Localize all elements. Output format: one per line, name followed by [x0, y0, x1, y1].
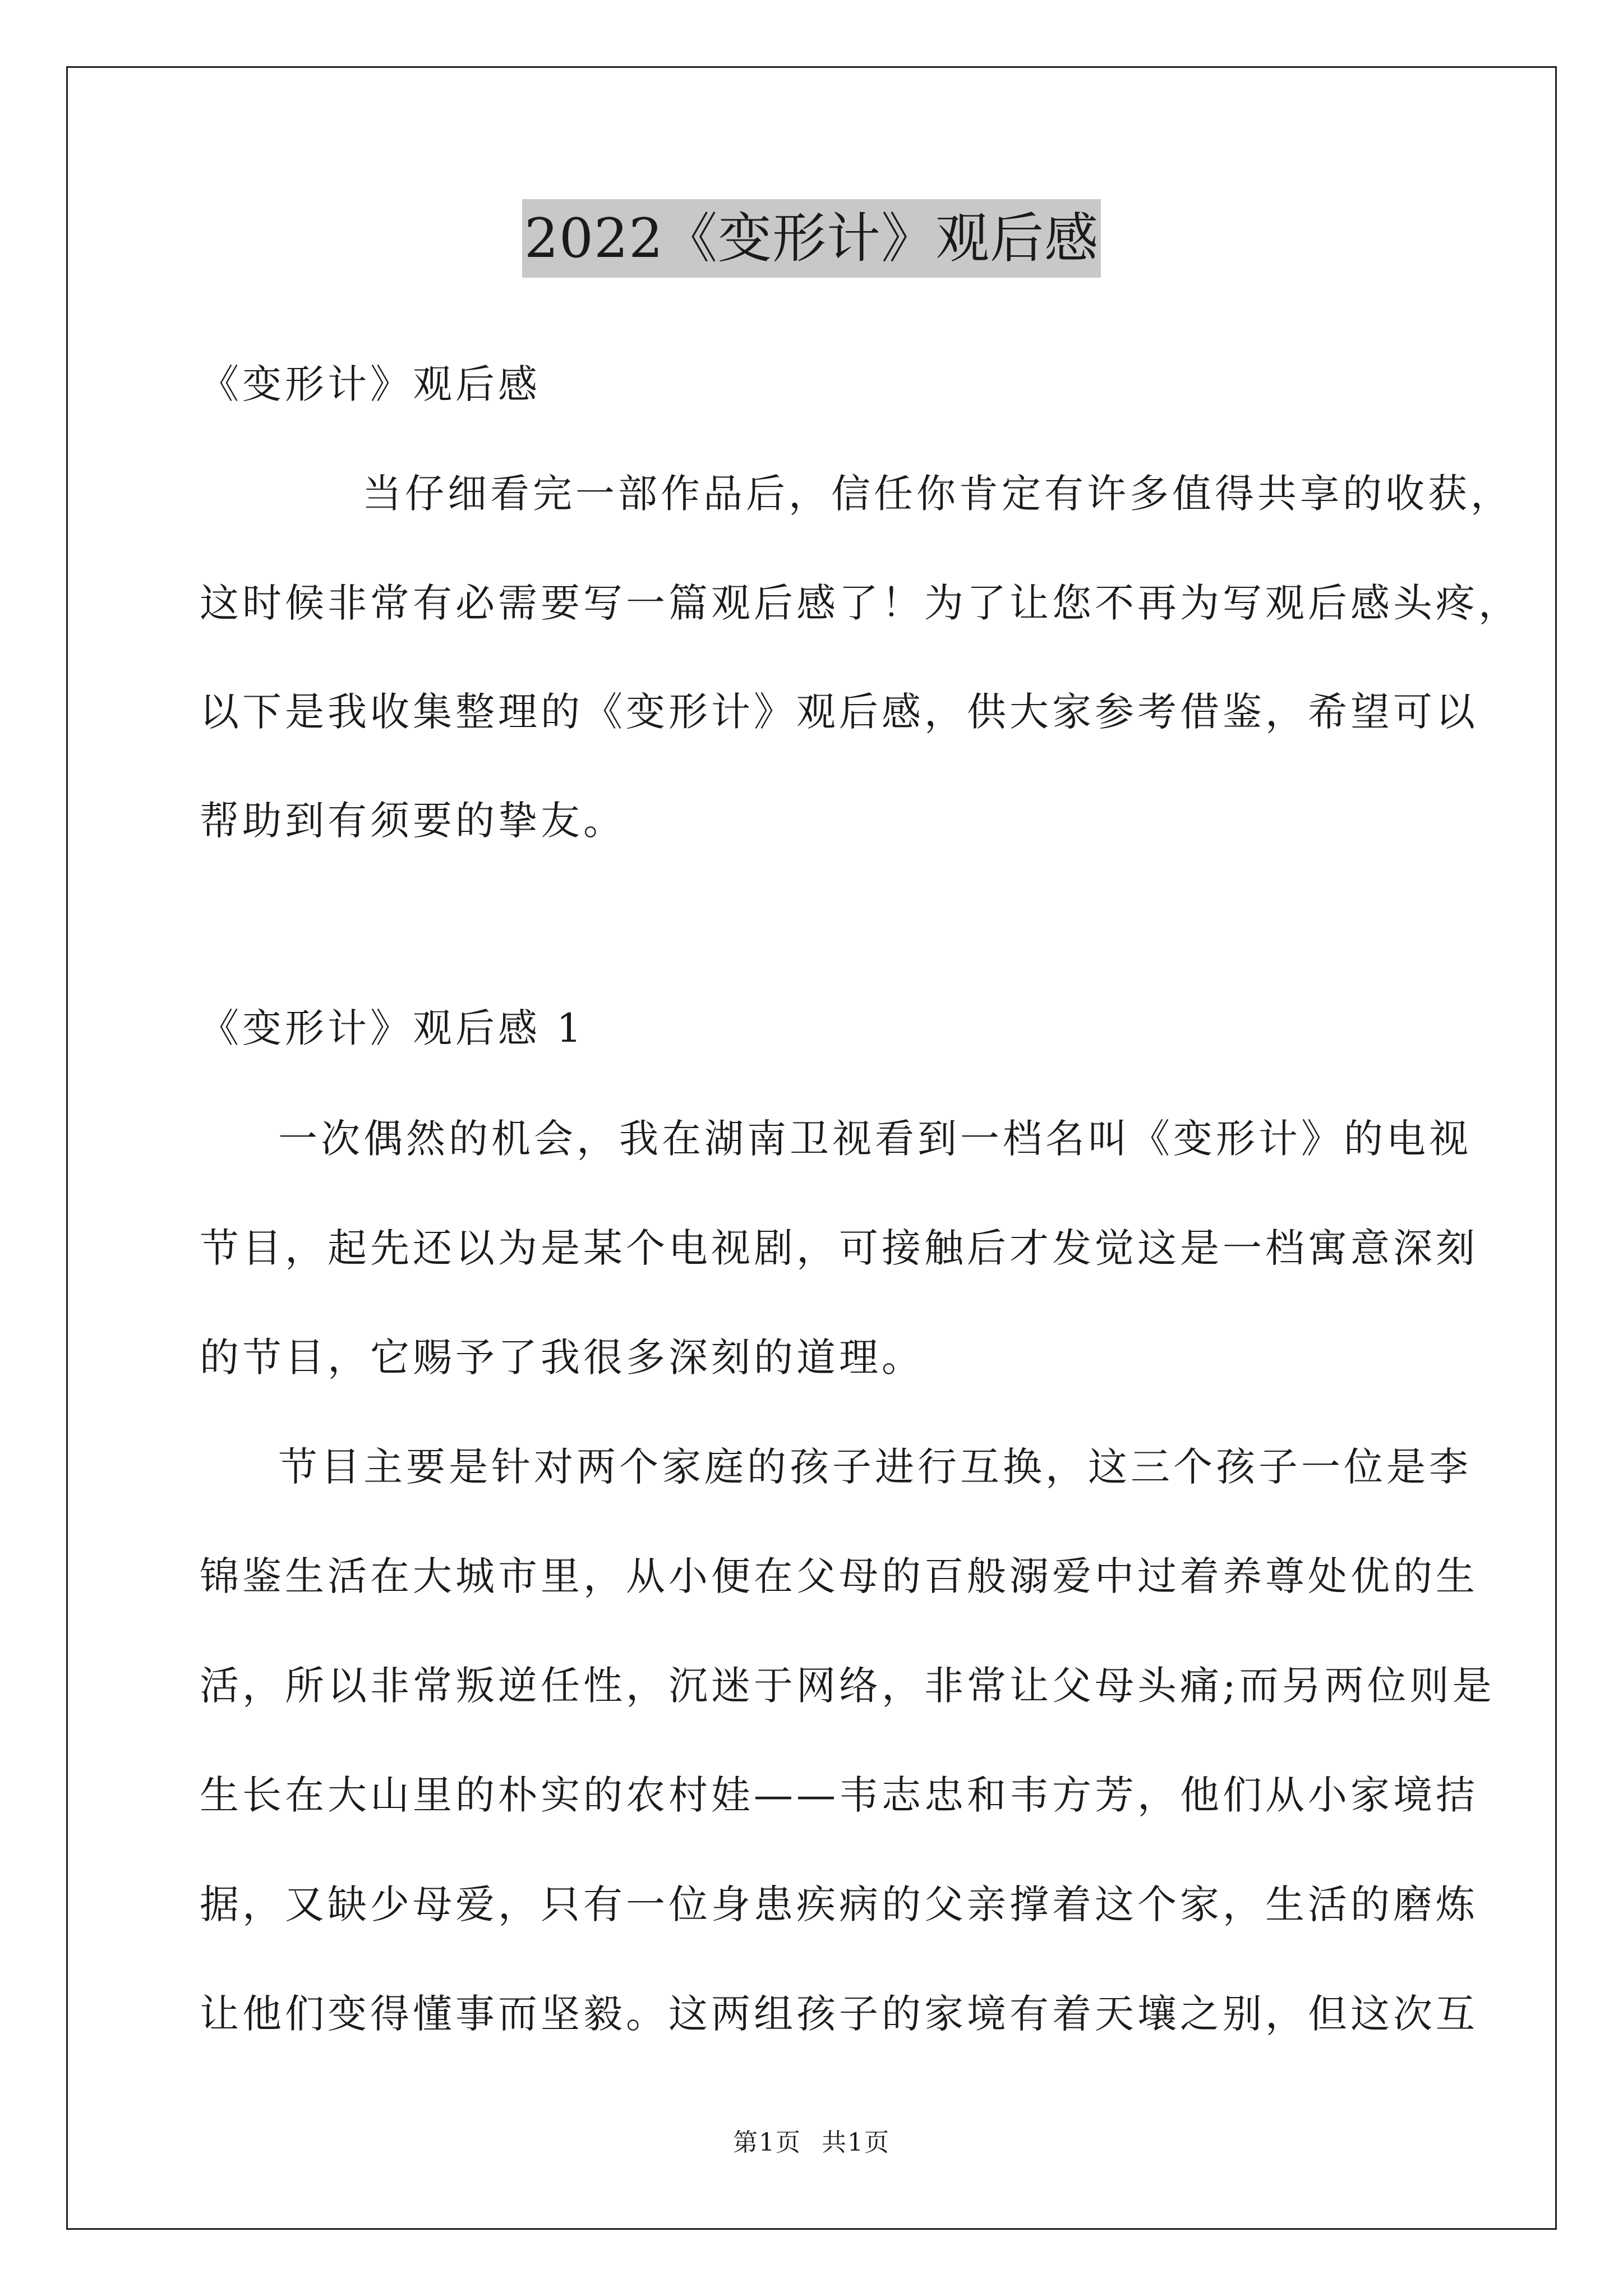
paragraph1-line-3: 的节目，它赐予了我很多深刻的道理。	[200, 1335, 924, 1381]
document-title: 2022《变形计》观后感	[522, 199, 1101, 278]
paragraph2-line-3: 活，所以非常叛逆任性，沉迷于网络，非常让父母头痛;而另两位则是	[200, 1663, 1495, 1709]
paragraph2-line-6: 让他们变得懂事而坚毅。这两组孩子的家境有着天壤之别，但这次互	[200, 1991, 1478, 2037]
page-total: 共1页	[822, 2128, 890, 2157]
page-number: 第1页	[733, 2128, 801, 2157]
intro-line-4: 帮助到有须要的挚友。	[200, 798, 626, 844]
paragraph2-line-5: 据，又缺少母爱，只有一位身患疾病的父亲撑着这个家，生活的磨炼	[200, 1881, 1478, 1927]
intro-line-1: 当仔细看完一部作品后，信任你肯定有许多值得共享的收获，	[362, 471, 1513, 517]
title-container	[0, 199, 1623, 278]
paragraph1-line-1: 一次偶然的机会，我在湖南卫视看到一档名叫《变形计》的电视	[278, 1116, 1472, 1162]
paragraph1-line-2: 节目，起先还以为是某个电视剧，可接触后才发觉这是一档寓意深刻	[200, 1225, 1478, 1271]
paragraph2-line-1: 节目主要是针对两个家庭的孩子进行互换，这三个孩子一位是李	[278, 1444, 1472, 1490]
section-heading: 《变形计》观后感 1	[200, 1005, 585, 1051]
intro-line-2: 这时候非常有必需要写一篇观后感了！为了让您不再为写观后感头疼，	[200, 580, 1521, 626]
paragraph2-line-4: 生长在大山里的朴实的农村娃——韦志忠和韦方芳，他们从小家境拮	[200, 1772, 1478, 1818]
paragraph2-line-2: 锦鉴生活在大城市里，从小便在父母的百般溺爱中过着养尊处优的生	[200, 1553, 1478, 1599]
subtitle: 《变形计》观后感	[200, 361, 541, 407]
page-footer	[0, 2126, 1623, 2160]
intro-line-3: 以下是我收集整理的《变形计》观后感，供大家参考借鉴，希望可以	[200, 689, 1478, 735]
